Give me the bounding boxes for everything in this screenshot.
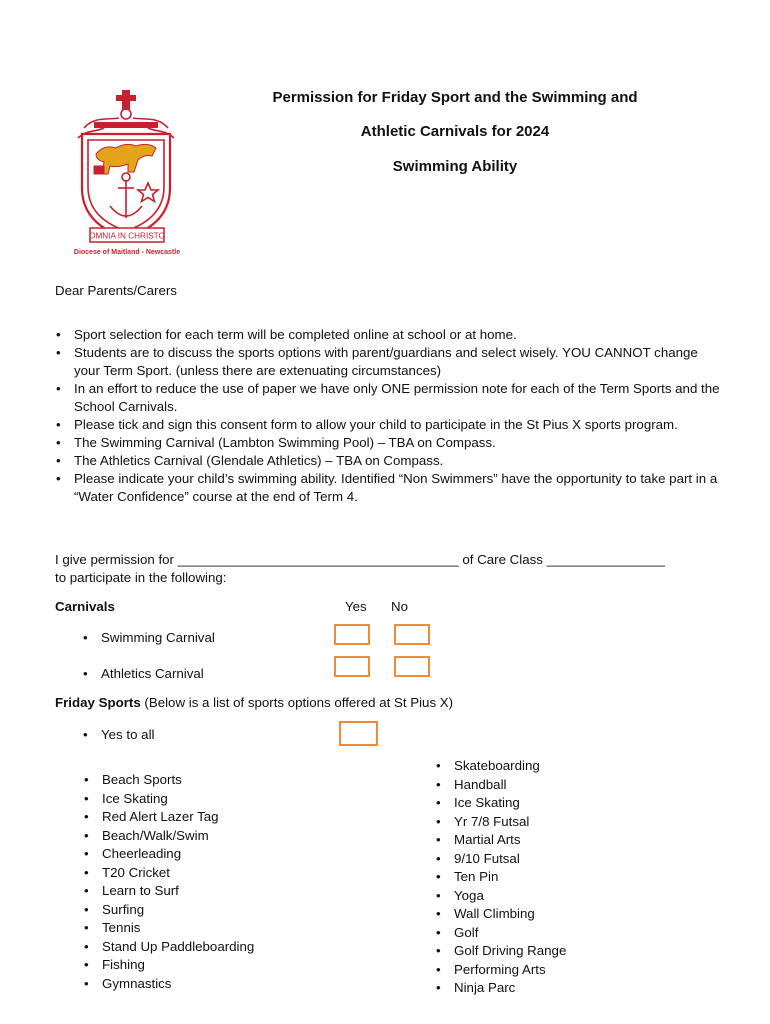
list-item: • Ice Skating <box>84 790 254 809</box>
swimming-yes-checkbox[interactable] <box>334 624 370 645</box>
list-item: • Wall Climbing <box>436 905 566 924</box>
salutation: Dear Parents/Carers <box>55 283 177 298</box>
swimming-no-checkbox[interactable] <box>394 624 430 645</box>
list-item: • Ice Skating <box>436 794 566 813</box>
list-item: • Ten Pin <box>436 868 566 887</box>
page-title-line-1: Permission for Friday Sport and the Swimming and <box>272 89 638 106</box>
list-item: • Yr 7/8 Futsal <box>436 813 566 832</box>
list-item: • Stand Up Paddleboarding <box>84 938 254 957</box>
list-item: • Please indicate your child’s swimming ability. Identified “Non Swimmers” have the opportunity to take part in a “Water Confidence” course at the end of Term 4. <box>56 470 726 506</box>
carnival-item-swimming: • Swimming Carnival <box>83 630 215 645</box>
list-item: • Handball <box>436 776 566 795</box>
yes-to-all-item: • Yes to all <box>83 727 155 742</box>
list-item: • Surfing <box>84 901 254 920</box>
list-item: • Beach Sports <box>84 771 254 790</box>
carnivals-heading: Carnivals <box>55 599 115 614</box>
list-item: • The Athletics Carnival (Glendale Athletics) – TBA on Compass. <box>56 452 726 470</box>
list-item: • Skateboarding <box>436 757 566 776</box>
carnival-item-athletics: • Athletics Carnival <box>83 666 204 681</box>
list-item: • Beach/Walk/Swim <box>84 827 254 846</box>
permission-statement <box>55 551 735 587</box>
list-item: • The Swimming Carnival (Lambton Swimming Pool) – TBA on Compass. <box>56 434 726 452</box>
yes-column-header: Yes <box>345 599 367 614</box>
list-item: • Fishing <box>84 956 254 975</box>
diocese-caption: Diocese of Maitland - Newcastle <box>73 249 181 256</box>
list-item: • Red Alert Lazer Tag <box>84 808 254 827</box>
list-item: • Tennis <box>84 919 254 938</box>
yes-to-all-checkbox[interactable] <box>339 721 378 746</box>
carnival-item-label: Swimming Carnival <box>101 630 215 645</box>
friday-sports-heading <box>55 694 453 712</box>
list-item: • Students are to discuss the sports options with parent/guardians and select wisely. YOU CANNOT change your Term Sport. (unless there are extenuating circumstances) <box>56 344 726 380</box>
sports-list-column-2 <box>436 757 566 998</box>
list-item: • Please tick and sign this consent form to allow your child to participate in the St Pius X sports program. <box>56 416 726 434</box>
permission-line-1: I give permission for ______________________________________ of Care Class ________________ <box>55 552 665 567</box>
carnival-item-label: Athletics Carnival <box>101 666 204 681</box>
school-crest-logo <box>64 88 190 262</box>
list-item: • Golf Driving Range <box>436 942 566 961</box>
intro-bullet-list <box>56 326 726 506</box>
friday-sports-title: Friday Sports <box>55 695 141 710</box>
athletics-yes-checkbox[interactable] <box>334 656 370 677</box>
list-item: • T20 Cricket <box>84 864 254 883</box>
friday-sports-note: (Below is a list of sports options offered at St Pius X) <box>140 695 454 710</box>
list-item: • In an effort to reduce the use of paper we have only ONE permission note for each of the Term Sports and the School Carnivals. <box>56 380 726 416</box>
list-item: • Martial Arts <box>436 831 566 850</box>
crest-motto: OMNIA IN CHRISTO <box>89 231 165 241</box>
permission-line-2: to participate in the following: <box>55 570 227 585</box>
page-title-line-2: Athletic Carnivals for 2024 <box>360 123 550 140</box>
athletics-no-checkbox[interactable] <box>394 656 430 677</box>
sports-list-column-1 <box>84 771 254 993</box>
no-column-header: No <box>391 599 408 614</box>
list-item: • Performing Arts <box>436 961 566 980</box>
list-item: • Golf <box>436 924 566 943</box>
list-item: • 9/10 Futsal <box>436 850 566 869</box>
page-subtitle: Swimming Ability <box>392 158 518 175</box>
list-item: • Gymnastics <box>84 975 254 994</box>
list-item: • Ninja Parc <box>436 979 566 998</box>
list-item: • Yoga <box>436 887 566 906</box>
list-item: • Learn to Surf <box>84 882 254 901</box>
yes-to-all-label: Yes to all <box>101 727 155 742</box>
list-item: • Cheerleading <box>84 845 254 864</box>
list-item: • Sport selection for each term will be completed online at school or at home. <box>56 326 726 344</box>
